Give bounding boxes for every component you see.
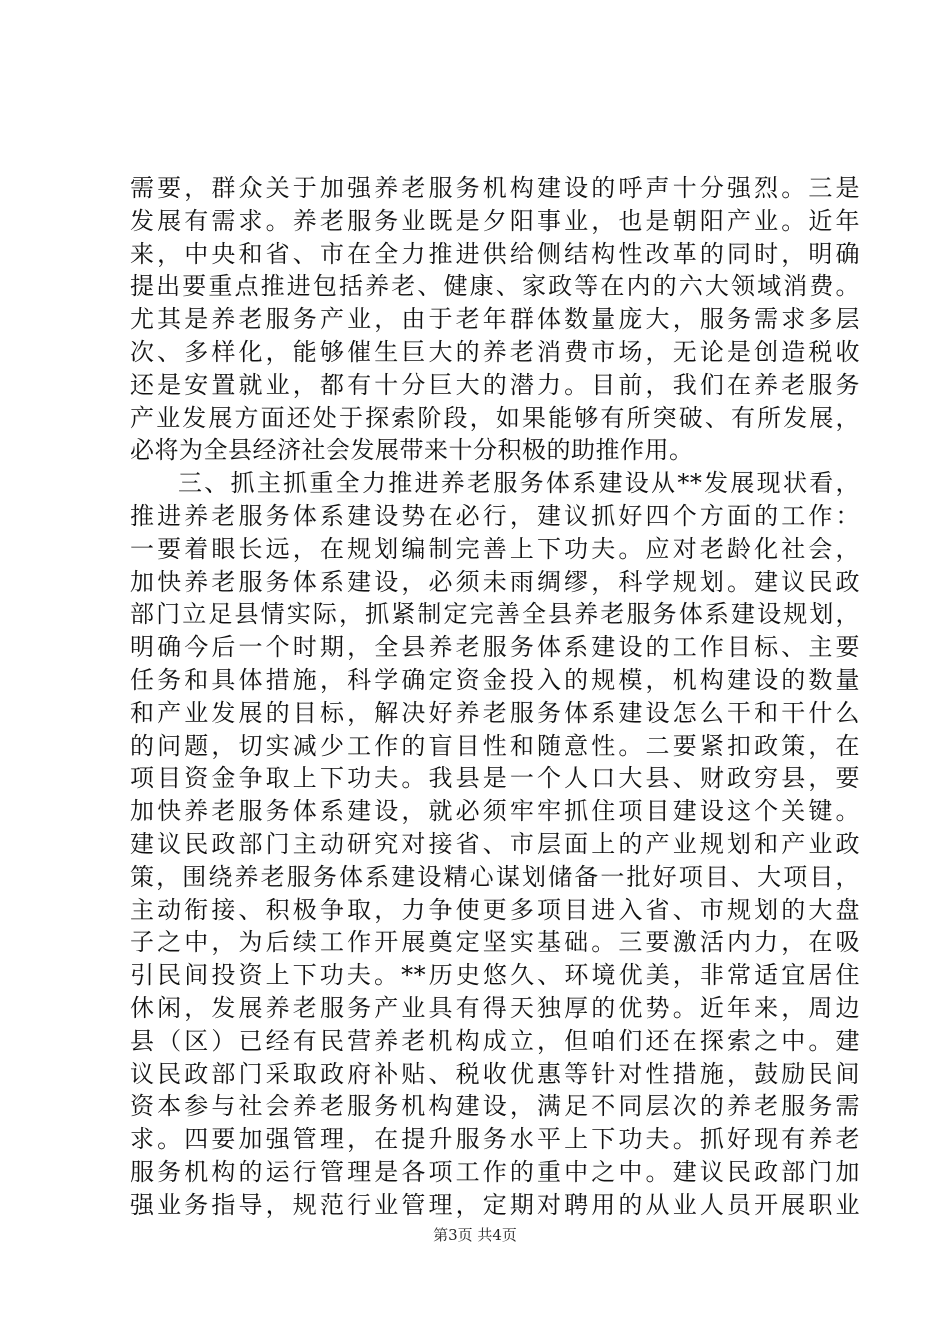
text-line-16: 任务和具体措施，科学确定资金投入的规模，机构建设的数量 [130,665,860,694]
text-line-4: 提出要重点推进包括养老、健康、家政等在内的六大领域消费。 [130,272,860,301]
text-line-31: 服务机构的运行管理是各项工作的重中之中。建议民政部门加 [130,1157,860,1186]
body-text [130,172,860,1222]
text-line-32: 强业务指导，规范行业管理，定期对聘用的从业人员开展职业 [130,1190,860,1219]
text-line-21: 建议民政部门主动研究对接省、市层面上的产业规划和产业政 [130,829,860,858]
text-line-9: 必将为全县经济社会发展带来十分积极的助推作用。 [130,436,694,465]
text-line-5: 尤其是养老服务产业，由于老年群体数量庞大，服务需求多层 [130,305,860,334]
text-line-24: 子之中，为后续工作开展奠定坚实基础。三要激活内力，在吸 [130,928,860,957]
text-line-23: 主动衔接、积极争取，力争使更多项目进入省、市规划的大盘 [130,895,860,924]
text-line-12: 一要着眼长远，在规划编制完善上下功夫。应对老龄化社会， [130,534,860,563]
text-line-27: 县（区）已经有民营养老机构成立，但咱们还在探索之中。建 [130,1026,860,1055]
page-number-label: 第3页 共4页 [433,1226,517,1244]
text-line-26: 休闲，发展养老服务产业具有得天独厚的优势。近年来，周边 [130,993,860,1022]
text-line-25: 引民间投资上下功夫。**历史悠久、环境优美，非常适宜居住 [130,961,860,990]
text-line-13: 加快养老服务体系建设，必须未雨绸缪，科学规划。建议民政 [130,567,860,596]
text-line-22: 策，围绕养老服务体系建设精心谋划储备一批好项目、大项目， [130,862,860,891]
text-line-11: 推进养老服务体系建设势在必行，建议抓好四个方面的工作： [130,501,860,530]
section-heading-line: 三、抓主抓重全力推进养老服务体系建设从**发展现状看， [178,469,860,498]
text-line-15: 明确今后一个时期，全县养老服务体系建设的工作目标、主要 [130,633,860,662]
text-line-3: 来，中央和省、市在全力推进供给侧结构性改革的同时，明确 [130,239,860,268]
text-line-1: 需要，群众关于加强养老服务机构建设的呼声十分强烈。三是 [130,174,860,202]
text-line-28: 议民政部门采取政府补贴、税收优惠等针对性措施，鼓励民间 [130,1059,860,1088]
text-line-18: 的问题，切实减少工作的盲目性和随意性。二要紧扣政策，在 [130,731,860,760]
text-line-14: 部门立足县情实际，抓紧制定完善全县养老服务体系建设规划， [130,600,860,629]
text-line-6: 次、多样化，能够催生巨大的养老消费市场，无论是创造税收 [130,337,860,366]
text-line-2: 发展有需求。养老服务业既是夕阳事业，也是朝阳产业。近年 [130,206,860,235]
text-line-17: 和产业发展的目标，解决好养老服务体系建设怎么干和干什么 [130,698,860,727]
text-line-20: 加快养老服务体系建设，就必须牢牢抓住项目建设这个关键。 [130,797,860,826]
text-line-30: 求。四要加强管理，在提升服务水平上下功夫。抓好现有养老 [130,1125,860,1154]
text-line-8: 产业发展方面还处于探索阶段，如果能够有所突破、有所发展， [130,403,860,432]
text-line-19: 项目资金争取上下功夫。我县是一个人口大县、财政穷县，要 [130,764,860,793]
text-line-7: 还是安置就业，都有十分巨大的潜力。目前，我们在养老服务 [130,370,860,399]
text-line-29: 资本参与社会养老服务机构建设，满足不同层次的养老服务需 [130,1092,860,1121]
page-footer [0,1224,950,1245]
